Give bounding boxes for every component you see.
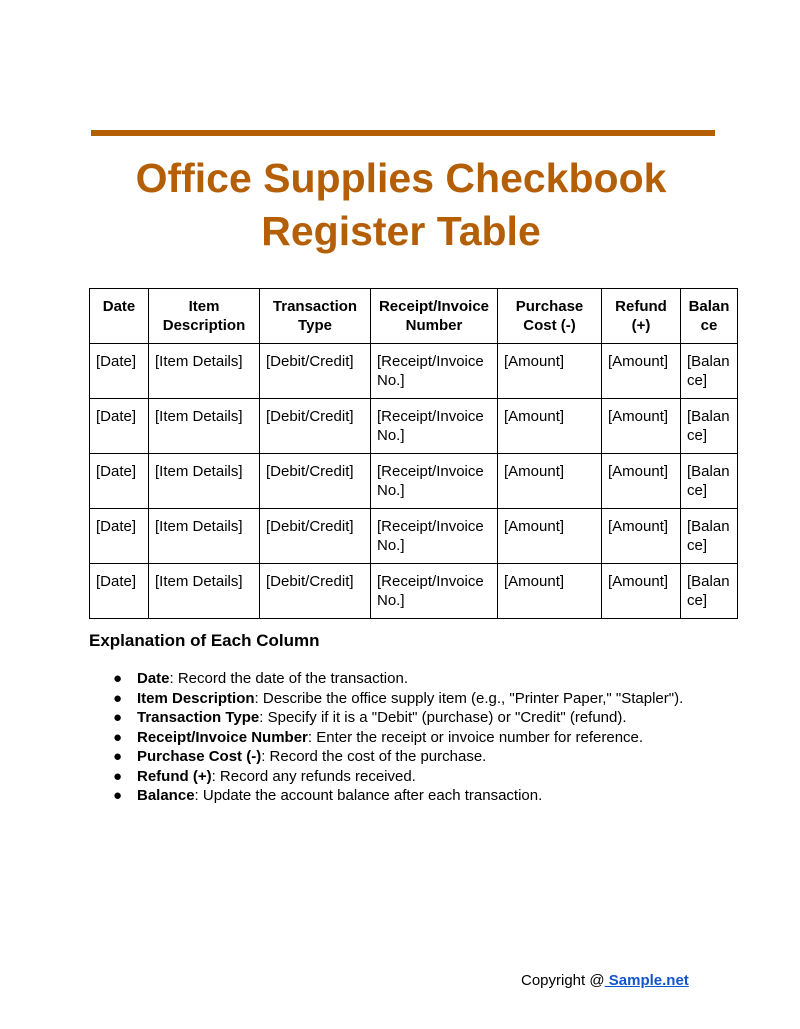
list-item-text: : Enter the receipt or invoice number for reference. <box>307 728 644 746</box>
table-row <box>90 564 738 619</box>
explanation-heading: Explanation of Each Column <box>89 631 320 650</box>
cell-refund: [Amount] <box>602 399 681 454</box>
header-purchase-cost: Purchase Cost (-) <box>498 289 602 344</box>
list-item-text: : Specify if it is a "Debit" (purchase) or "Credit" (refund). <box>259 709 627 726</box>
cell-transaction-type: [Debit/Credit] <box>260 454 371 509</box>
list-item-text: : Record the cost of the purchase. <box>261 748 487 765</box>
bullet-icon: ● <box>113 767 123 785</box>
list-item <box>113 669 753 689</box>
cell-transaction-type: [Debit/Credit] <box>260 564 371 619</box>
cell-date: [Date] <box>90 399 149 454</box>
table-row <box>90 509 738 564</box>
bullet-icon: ● <box>113 728 123 746</box>
list-item-text: : Describe the office supply item (e.g., "Printer Paper," "Stapler"). <box>254 689 684 707</box>
cell-balance: [Balance] <box>681 564 738 619</box>
bullet-icon: ● <box>113 787 123 804</box>
cell-item-description: [Item Details] <box>149 344 260 399</box>
list-item-text: : Record any refunds received. <box>211 767 416 785</box>
list-item-term: Date <box>137 670 170 687</box>
cell-purchase-cost: [Amount] <box>498 509 602 564</box>
list-item-term: Refund (+) <box>137 767 212 785</box>
cell-refund: [Amount] <box>602 564 681 619</box>
table-header-row <box>90 289 738 344</box>
header-receipt-invoice-number: Receipt/Invoice Number <box>371 289 498 344</box>
cell-transaction-type: [Debit/Credit] <box>260 344 371 399</box>
list-item-text: : Record the date of the transaction. <box>169 670 408 687</box>
bullet-icon: ● <box>113 709 123 726</box>
copyright-text: Copyright @ <box>521 972 605 989</box>
header-refund: Refund (+) <box>602 289 681 344</box>
list-item-term: Receipt/Invoice Number <box>137 728 308 746</box>
cell-balance: [Balance] <box>681 454 738 509</box>
list-item <box>113 728 753 748</box>
list-item-term: Item Description <box>137 689 255 707</box>
cell-refund: [Amount] <box>602 344 681 399</box>
list-item <box>113 747 753 767</box>
cell-receipt-invoice-number: [Receipt/Invoice No.] <box>371 564 498 619</box>
header-date: Date <box>90 289 149 344</box>
page-title: Office Supplies Checkbook Register Table <box>135 155 667 254</box>
cell-item-description: [Item Details] <box>149 399 260 454</box>
cell-date: [Date] <box>90 454 149 509</box>
list-item <box>113 786 753 806</box>
bullet-icon: ● <box>113 689 123 707</box>
header-item-description: Item Description <box>149 289 260 344</box>
cell-refund: [Amount] <box>602 509 681 564</box>
bullet-icon: ● <box>113 670 123 687</box>
table-row <box>90 399 738 454</box>
list-item <box>113 708 753 728</box>
bullet-icon: ● <box>113 748 123 765</box>
cell-refund: [Amount] <box>602 454 681 509</box>
cell-date: [Date] <box>90 509 149 564</box>
list-item-term: Purchase Cost (-) <box>137 748 262 765</box>
cell-purchase-cost: [Amount] <box>498 564 602 619</box>
checkbook-register-table <box>89 288 738 619</box>
cell-purchase-cost: [Amount] <box>498 454 602 509</box>
cell-item-description: [Item Details] <box>149 509 260 564</box>
explanation-list <box>113 669 753 806</box>
cell-receipt-invoice-number: [Receipt/Invoice No.] <box>371 344 498 399</box>
cell-item-description: [Item Details] <box>149 454 260 509</box>
list-item-text: : Update the account balance after each transaction. <box>194 787 543 804</box>
title-divider <box>91 130 715 136</box>
cell-balance: [Balance] <box>681 344 738 399</box>
cell-receipt-invoice-number: [Receipt/Invoice No.] <box>371 454 498 509</box>
header-balance: Balance <box>681 289 738 344</box>
table-row <box>90 454 738 509</box>
list-item <box>113 767 753 787</box>
cell-transaction-type: [Debit/Credit] <box>260 399 371 454</box>
cell-purchase-cost: [Amount] <box>498 399 602 454</box>
cell-date: [Date] <box>90 564 149 619</box>
cell-receipt-invoice-number: [Receipt/Invoice No.] <box>371 399 498 454</box>
cell-balance: [Balance] <box>681 509 738 564</box>
cell-date: [Date] <box>90 344 149 399</box>
cell-item-description: [Item Details] <box>149 564 260 619</box>
list-item-term: Balance <box>137 787 195 804</box>
table-row <box>90 344 738 399</box>
cell-receipt-invoice-number: [Receipt/Invoice No.] <box>371 509 498 564</box>
header-transaction-type: Transaction Type <box>260 289 371 344</box>
cell-transaction-type: [Debit/Credit] <box>260 509 371 564</box>
sample-net-link[interactable]: Sample.net <box>604 972 689 989</box>
list-item-term: Transaction Type <box>137 709 260 726</box>
footer-copyright <box>521 972 689 989</box>
list-item <box>113 689 753 709</box>
cell-balance: [Balance] <box>681 399 738 454</box>
cell-purchase-cost: [Amount] <box>498 344 602 399</box>
